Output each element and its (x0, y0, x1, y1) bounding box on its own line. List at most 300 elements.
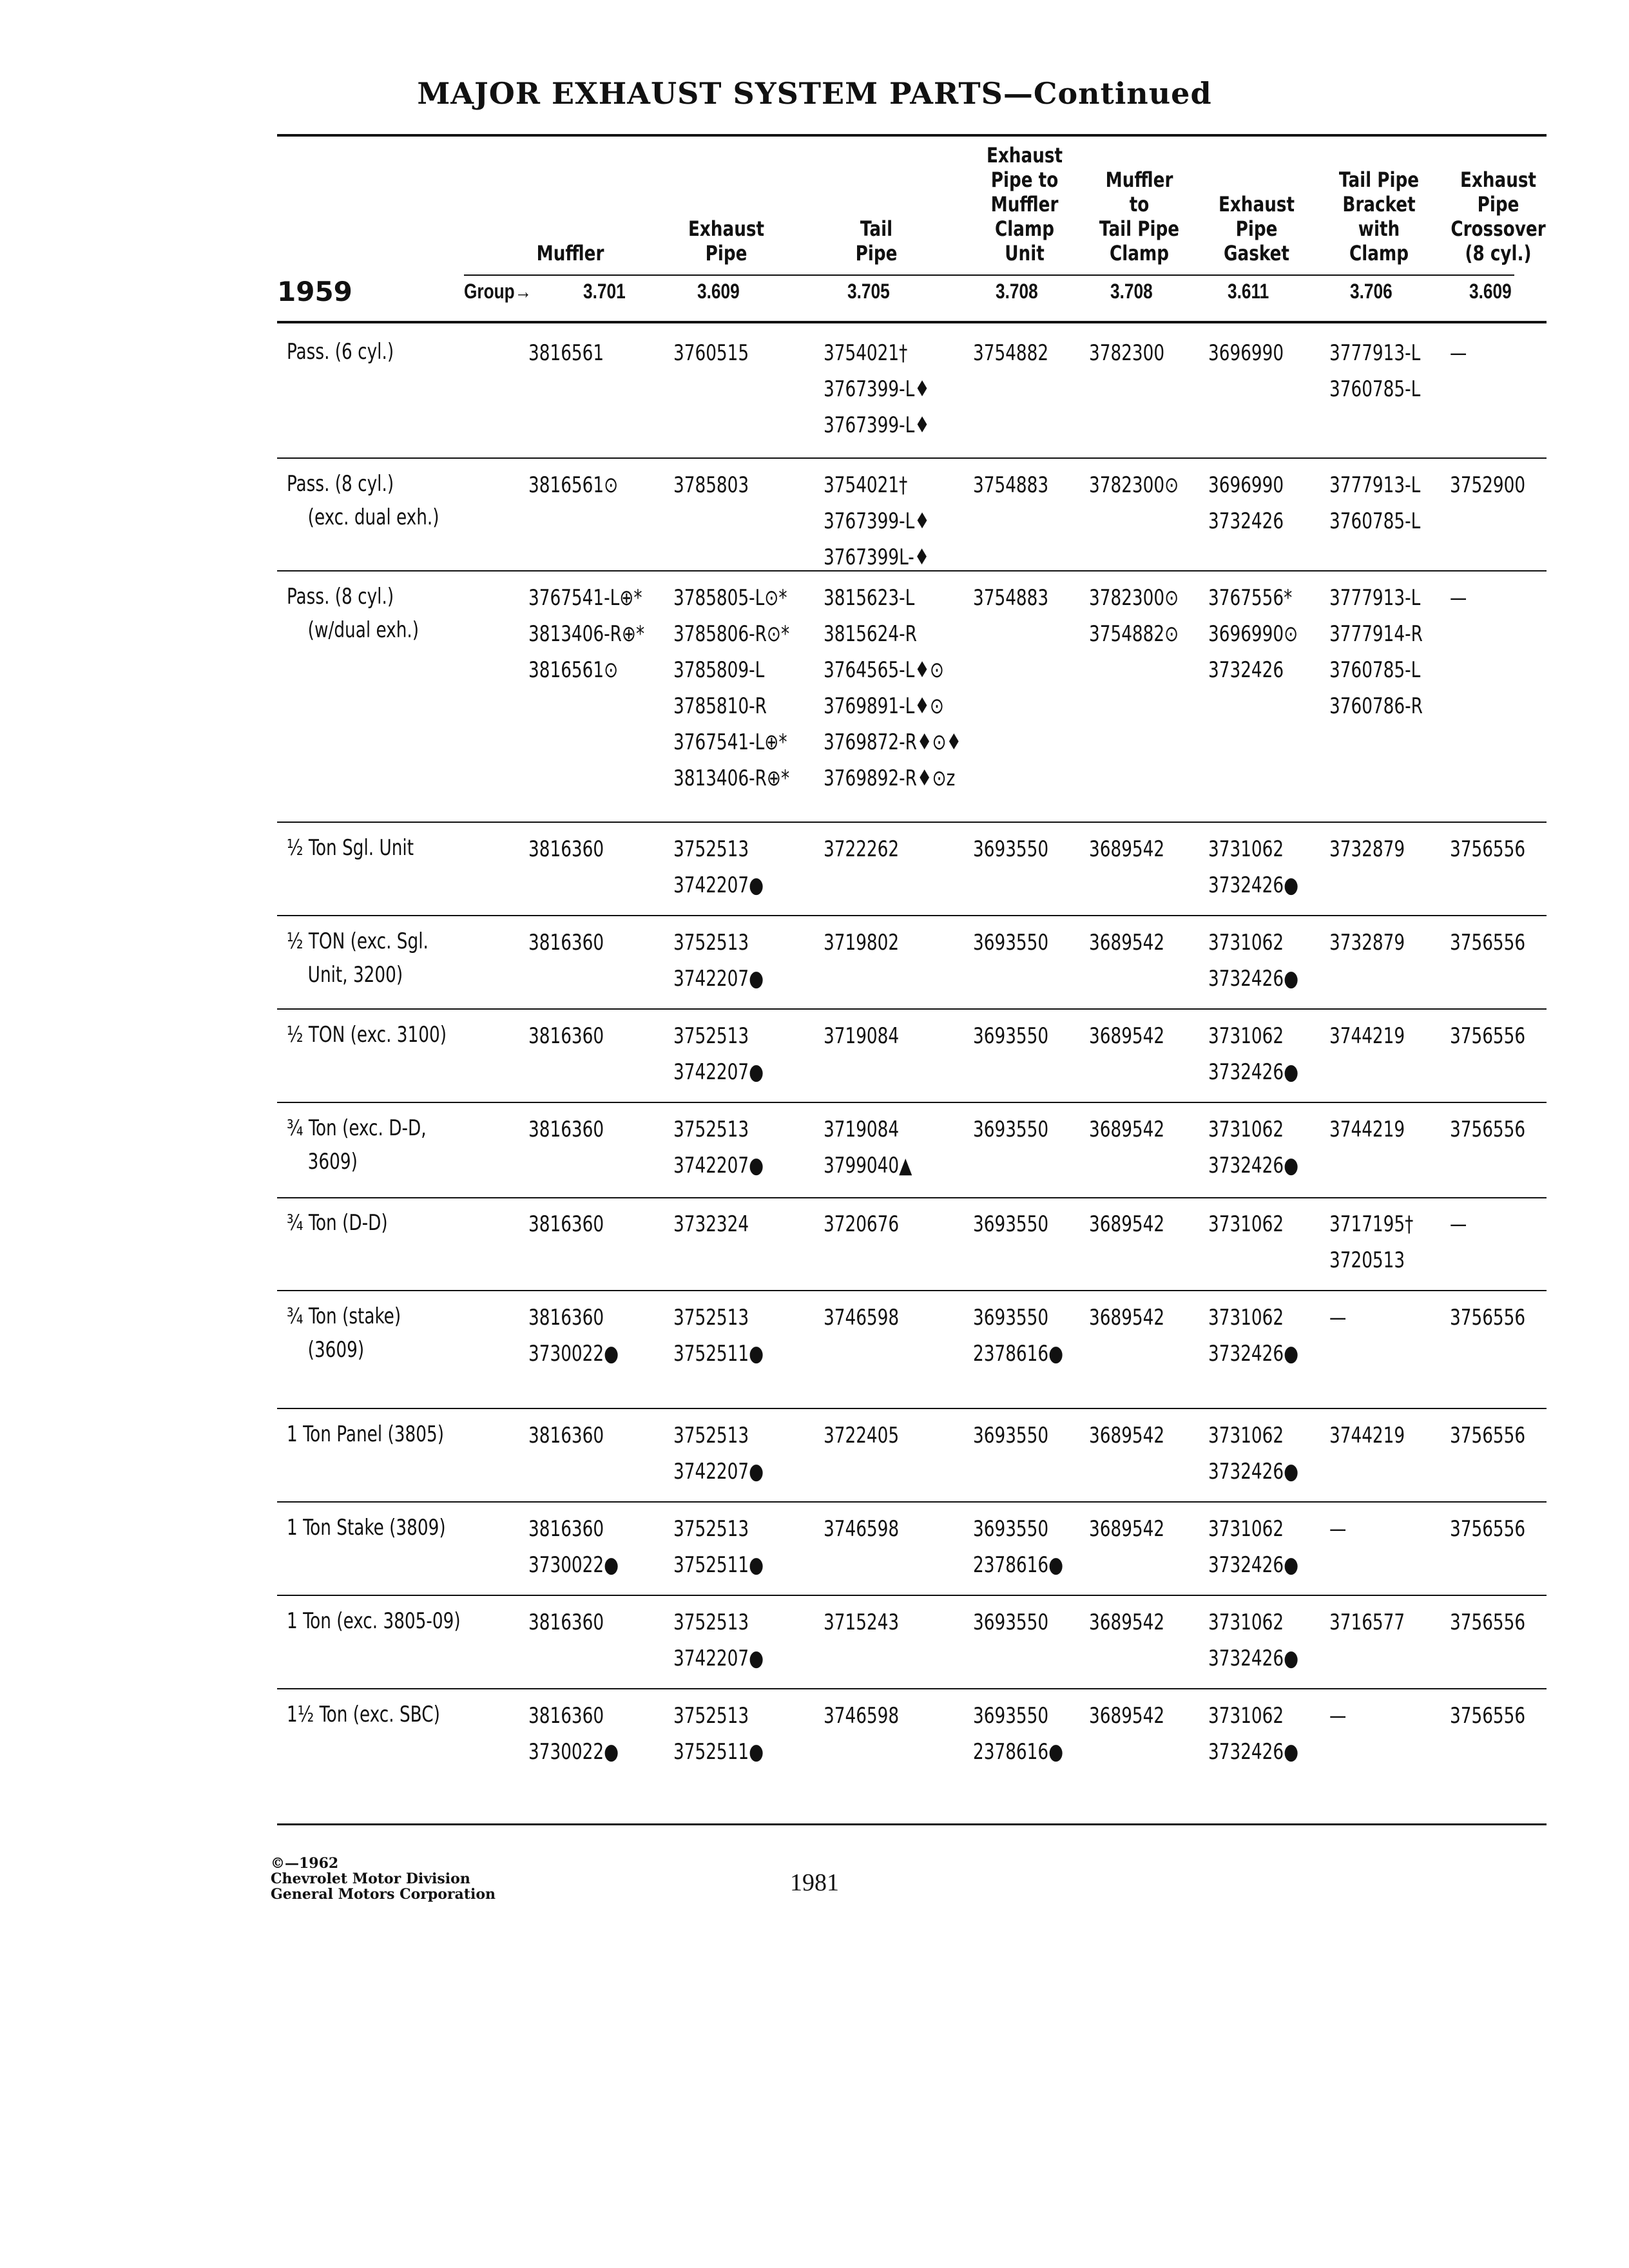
top-rule (277, 134, 1547, 137)
part-number: 3777913-L (1329, 472, 1421, 498)
part-number: 3756556 (1450, 1423, 1526, 1448)
column-header-7 (1326, 168, 1432, 265)
description-line: Pass. (6 cyl.) (287, 339, 394, 365)
part-number-cell (528, 1206, 604, 1242)
part-number: 3689542 (1089, 1305, 1165, 1331)
part-number: 3693550 (973, 836, 1049, 862)
part-number: 3767399L-♦ (824, 544, 930, 570)
part-number: 3752511● (673, 1739, 764, 1765)
part-number-cell (1450, 1206, 1467, 1242)
part-number: 3689542 (1089, 1516, 1165, 1542)
part-number: 3732426● (1208, 1646, 1299, 1671)
year-label: 1959 (277, 276, 352, 307)
part-number-cell (1450, 1698, 1525, 1734)
part-number-cell (824, 831, 899, 867)
row-description (287, 1604, 461, 1638)
part-number-cell (673, 467, 749, 503)
description-line: ½ TON (exc. Sgl. (287, 928, 429, 954)
part-number: 3785810-R (673, 693, 767, 719)
part-number: 3731062 (1208, 1610, 1284, 1635)
column-header-line: Unit (1005, 241, 1045, 265)
column-header-line: Muffler (536, 241, 604, 265)
part-number: 3782300 (1089, 340, 1165, 366)
column-header-3 (824, 216, 929, 265)
part-number: 3732426● (1208, 1552, 1299, 1578)
description-line: 1½ Ton (exc. SBC) (287, 1702, 440, 1727)
part-number: 3785806-R⊙* (673, 621, 790, 647)
column-header-line: Pipe to (990, 168, 1059, 192)
description-line: ½ Ton Sgl. Unit (287, 835, 414, 861)
part-number-cell (1208, 1511, 1298, 1583)
column-header-line: Crossover (1451, 216, 1546, 241)
description-line: 1 Ton Stake (3809) (287, 1515, 446, 1541)
part-number: 3813406-R⊕* (528, 621, 645, 647)
part-number-cell (528, 580, 644, 688)
part-number: 3816561⊙ (528, 472, 619, 498)
part-number: 3696990 (1208, 340, 1284, 366)
part-number: 3815623-L (824, 585, 915, 611)
part-number: 3767399-L♦ (824, 508, 930, 534)
part-number: 3752511● (673, 1341, 764, 1367)
part-number: 3816360 (528, 1023, 604, 1049)
part-number: 3746598 (824, 1305, 900, 1331)
part-number-cell (973, 925, 1048, 961)
part-number: 3782300⊙ (1089, 472, 1179, 498)
part-number-cell (1450, 1418, 1525, 1454)
description-line: ¾ Ton (stake) (287, 1303, 401, 1329)
part-number: — (1329, 1703, 1347, 1729)
row-separator (277, 457, 1547, 459)
part-number: 3720513 (1329, 1247, 1405, 1273)
part-number-cell (673, 1604, 764, 1677)
part-number: 3689542 (1089, 930, 1165, 956)
part-number: 3715243 (824, 1610, 900, 1635)
part-number-cell (1450, 580, 1467, 616)
part-number: 3732426● (1208, 1153, 1299, 1178)
part-number: 3752513 (673, 1023, 749, 1049)
bottom-rule (277, 1823, 1547, 1825)
part-number-cell (528, 831, 604, 867)
part-number: 3760785-L (1329, 376, 1421, 402)
part-number: 3693550 (973, 1516, 1049, 1542)
part-number-cell (1329, 1018, 1405, 1054)
part-number: — (1450, 340, 1467, 366)
part-number: 3693550 (973, 1423, 1049, 1448)
group-number-1: 3.701 (583, 280, 626, 303)
part-number: 3813406-R⊕* (673, 765, 790, 791)
part-number: 2378616● (973, 1552, 1064, 1578)
part-number-cell (1089, 925, 1164, 961)
part-number-cell (1208, 831, 1298, 903)
group-number-3: 3.705 (847, 280, 890, 303)
part-number-cell (824, 1206, 899, 1242)
part-number-cell (1208, 1206, 1284, 1242)
part-number: 3785805-L⊙* (673, 585, 787, 611)
part-number: 3696990 (1208, 472, 1284, 498)
column-header-line: Bracket (1342, 192, 1416, 216)
part-number-cell (973, 467, 1048, 503)
part-number: 3756556 (1450, 1516, 1526, 1542)
column-header-line: Muffler (1105, 168, 1173, 192)
part-number: 3731062 (1208, 1423, 1284, 1448)
part-number: 3760785-L (1329, 657, 1421, 683)
part-number-cell (973, 1206, 1048, 1242)
part-number: 3719084 (824, 1023, 900, 1049)
row-separator (277, 1501, 1547, 1503)
part-number: 3730022● (528, 1739, 619, 1765)
description-line: (3609) (307, 1337, 365, 1363)
part-number: 3754882⊙ (1089, 621, 1179, 647)
column-header-6 (1204, 192, 1309, 265)
part-number-cell (824, 1604, 899, 1640)
part-number: 3732324 (673, 1211, 749, 1237)
part-number: 3752513 (673, 1423, 749, 1448)
part-number: 3742207● (673, 966, 764, 992)
part-number-cell (973, 1111, 1048, 1148)
part-number: 3746598 (824, 1703, 900, 1729)
part-number: 3731062 (1208, 1305, 1284, 1331)
part-number-cell (973, 1698, 1063, 1770)
part-number-cell (528, 1698, 619, 1770)
part-number-cell (528, 467, 618, 503)
part-number: 3719802 (824, 930, 900, 956)
part-number: 3769891-L♦⊙ (824, 693, 944, 719)
part-number: 3785803 (673, 472, 749, 498)
part-number-cell (1089, 1018, 1164, 1054)
part-number: 3756556 (1450, 1610, 1526, 1635)
part-number: 3760786-R (1329, 693, 1423, 719)
part-number: 3752513 (673, 1516, 749, 1542)
part-number: 3752513 (673, 930, 749, 956)
part-number: 3732879 (1329, 930, 1405, 956)
part-number-cell (1208, 1300, 1298, 1372)
part-number-cell (1450, 1018, 1525, 1054)
part-number: 3689542 (1089, 1610, 1165, 1635)
column-header-line: Gasket (1224, 241, 1289, 265)
part-number-cell (673, 1418, 764, 1490)
column-header-4 (972, 143, 1077, 265)
row-description (287, 1511, 446, 1544)
part-number: 3752513 (673, 1610, 749, 1635)
part-number: 3731062 (1208, 1023, 1284, 1049)
description-line: 3609) (307, 1149, 358, 1175)
part-number-cell (824, 1698, 899, 1734)
part-number: 3754883 (973, 472, 1049, 498)
description-line: ¾ Ton (D-D) (287, 1210, 388, 1236)
part-number: 3777913-L (1329, 585, 1421, 611)
part-number: 3756556 (1450, 930, 1526, 956)
part-number-cell (1450, 335, 1467, 371)
row-description (287, 831, 414, 865)
part-number: 3732426● (1208, 1459, 1299, 1485)
part-number: 3732426● (1208, 966, 1299, 992)
part-number: 3767541-L⊕* (528, 585, 642, 611)
part-number-cell (1208, 925, 1298, 997)
part-number-cell (673, 1698, 764, 1770)
part-number: 3689542 (1089, 1117, 1165, 1142)
part-number-cell (824, 1418, 899, 1454)
description-line: 1 Ton (exc. 3805-09) (287, 1608, 461, 1634)
part-number-cell (1329, 1206, 1413, 1278)
part-number-cell (1208, 580, 1298, 688)
part-number: 3756556 (1450, 836, 1526, 862)
part-number: 3717195† (1329, 1211, 1414, 1237)
part-number-cell (1450, 467, 1525, 503)
column-header-line: Muffler (990, 192, 1059, 216)
part-number: 3816360 (528, 836, 604, 862)
part-number: 3689542 (1089, 1703, 1165, 1729)
group-label: Group→ (464, 280, 532, 303)
column-header-8 (1445, 168, 1551, 265)
part-number-cell (1450, 1300, 1525, 1336)
part-number: 3767399-L♦ (824, 376, 930, 402)
row-separator (277, 1290, 1547, 1291)
column-header-line: Tail (860, 216, 893, 241)
part-number: 3731062 (1208, 1516, 1284, 1542)
copyright-line: ©—1962 (271, 1855, 339, 1872)
part-number: 3816561 (528, 340, 604, 366)
part-number: 3756556 (1450, 1117, 1526, 1142)
part-number: 3767556* (1208, 585, 1293, 611)
part-number-cell (1208, 1111, 1298, 1184)
row-description (287, 1018, 447, 1052)
part-number: 3752900 (1450, 472, 1526, 498)
description-line: (w/dual exh.) (307, 617, 419, 643)
column-header-line: (8 cyl.) (1465, 241, 1532, 265)
column-header-line: Exhaust (986, 143, 1063, 168)
part-number-cell (673, 335, 749, 371)
group-number-4: 3.708 (996, 280, 1038, 303)
part-number: 3752511● (673, 1552, 764, 1578)
part-number-cell (1329, 1111, 1405, 1148)
part-number-cell (1089, 580, 1179, 652)
row-description (287, 335, 394, 369)
part-number: 3756556 (1450, 1023, 1526, 1049)
part-number: 3732879 (1329, 836, 1405, 862)
column-header-line: Clamp (1349, 241, 1409, 265)
header-rule-2 (277, 321, 1547, 323)
part-number: 3742207● (673, 1059, 764, 1085)
part-number-cell (1089, 1511, 1164, 1547)
part-number: 3816360 (528, 1211, 604, 1237)
part-number-cell (824, 467, 930, 575)
part-number: 3689542 (1089, 836, 1165, 862)
part-number-cell (1208, 467, 1284, 539)
part-number: 3720676 (824, 1211, 900, 1237)
part-number: 3732426 (1208, 508, 1284, 534)
part-number: 3760515 (673, 340, 749, 366)
part-number-cell (824, 335, 930, 443)
part-number-cell (824, 580, 961, 796)
description-line: Pass. (8 cyl.) (287, 471, 394, 497)
column-header-line: Tail Pipe (1338, 168, 1420, 192)
part-number: 3756556 (1450, 1703, 1526, 1729)
part-number-cell (824, 1111, 912, 1184)
part-number-cell (673, 1206, 749, 1242)
part-number-cell (673, 831, 764, 903)
row-separator (277, 915, 1547, 916)
row-description (287, 925, 429, 992)
part-number-cell (673, 580, 789, 796)
part-number: 3816360 (528, 1423, 604, 1448)
part-number: 3689542 (1089, 1023, 1165, 1049)
part-number: 3754021† (824, 472, 908, 498)
part-number: 2378616● (973, 1341, 1064, 1367)
division-line: Chevrolet Motor Division (271, 1870, 470, 1887)
part-number: — (1450, 585, 1467, 611)
header-rule-1 (464, 274, 1514, 276)
part-number-cell (528, 335, 604, 371)
part-number: 3816360 (528, 1305, 604, 1331)
corporation-line: General Motors Corporation (271, 1886, 496, 1903)
part-number-cell (1329, 335, 1420, 407)
description-line: ¾ Ton (exc. D-D, (287, 1115, 427, 1141)
part-number-cell (1089, 467, 1179, 503)
row-separator (277, 1102, 1547, 1103)
part-number: 3769892-R♦⊙z (824, 765, 956, 791)
row-separator (277, 1408, 1547, 1409)
part-number-cell (824, 925, 899, 961)
part-number-cell (528, 1018, 604, 1054)
description-line: (exc. dual exh.) (307, 505, 439, 530)
part-number: 3744219 (1329, 1117, 1405, 1142)
part-number-cell (1329, 1698, 1346, 1734)
part-number: 3746598 (824, 1516, 900, 1542)
part-number: 3752513 (673, 1117, 749, 1142)
column-header-line: Clamp (994, 216, 1055, 241)
part-number: 3732426● (1208, 872, 1299, 898)
row-separator (277, 1595, 1547, 1596)
part-number: 3782300⊙ (1089, 585, 1179, 611)
row-description (287, 580, 419, 647)
part-number: 3731062 (1208, 1117, 1284, 1142)
part-number-cell (1089, 1300, 1164, 1336)
part-number: — (1450, 1211, 1467, 1237)
description-line: ½ TON (exc. 3100) (287, 1022, 447, 1048)
part-number: 3742207● (673, 1646, 764, 1671)
part-number: 3719084 (824, 1117, 900, 1142)
part-number-cell (1208, 1604, 1298, 1677)
part-number-cell (1089, 1604, 1164, 1640)
part-number-cell (1208, 1018, 1298, 1090)
part-number-cell (528, 1111, 604, 1148)
row-separator (277, 570, 1547, 572)
part-number: 3716577 (1329, 1610, 1405, 1635)
part-number-cell (528, 925, 604, 961)
group-number-5: 3.708 (1110, 280, 1153, 303)
part-number: 3731062 (1208, 836, 1284, 862)
column-header-line: Pipe (1477, 192, 1519, 216)
part-number-cell (1208, 1698, 1298, 1770)
part-number: 3756556 (1450, 1305, 1526, 1331)
part-number: 3693550 (973, 1610, 1049, 1635)
part-number: 3767541-L⊕* (673, 729, 787, 755)
part-number: 3732426● (1208, 1739, 1299, 1765)
description-line: Unit, 3200) (307, 962, 403, 988)
part-number: 3777914-R (1329, 621, 1423, 647)
row-separator (277, 1688, 1547, 1689)
part-number-cell (528, 1604, 604, 1640)
part-number: 3777913-L (1329, 340, 1421, 366)
part-number: 3722405 (824, 1423, 900, 1448)
column-header-line: Clamp (1109, 241, 1170, 265)
part-number: 2378616● (973, 1739, 1064, 1765)
part-number-cell (1089, 335, 1164, 371)
part-number-cell (1329, 580, 1423, 724)
page-title: MAJOR EXHAUST SYSTEM PARTS—Continued (417, 76, 1212, 111)
part-number: 3689542 (1089, 1211, 1165, 1237)
part-number-cell (673, 1511, 764, 1583)
column-header-line: to (1129, 192, 1150, 216)
part-number-cell (1329, 1300, 1346, 1336)
part-number: 3693550 (973, 1117, 1049, 1142)
part-number-cell (973, 1604, 1048, 1640)
page-number: 1981 (790, 1869, 839, 1896)
part-number: 3730022● (528, 1552, 619, 1578)
row-description (287, 1418, 444, 1451)
column-header-2 (673, 216, 779, 265)
part-number: 3693550 (973, 930, 1049, 956)
part-number: 3731062 (1208, 1703, 1284, 1729)
row-description (287, 1206, 388, 1240)
part-number: 3693550 (973, 1703, 1049, 1729)
row-description (287, 1300, 401, 1367)
part-number: 3754883 (973, 585, 1049, 611)
part-number: 3769872-R♦⊙♦ (824, 729, 962, 755)
part-number-cell (1208, 1418, 1298, 1490)
part-number: 3816561⊙ (528, 657, 619, 683)
group-number-8: 3.609 (1469, 280, 1512, 303)
group-number-7: 3.706 (1350, 280, 1393, 303)
part-number: 3754021† (824, 340, 908, 366)
part-number-cell (973, 1511, 1063, 1583)
part-number: 3730022● (528, 1341, 619, 1367)
part-number: 3742207● (673, 872, 764, 898)
column-header-line: with (1358, 216, 1400, 241)
part-number: 3731062 (1208, 930, 1284, 956)
part-number-cell (528, 1300, 619, 1372)
part-number: 3785809-L (673, 657, 765, 683)
column-header-line: Pipe (855, 241, 898, 265)
part-number: 3752513 (673, 1703, 749, 1729)
row-description (287, 1111, 427, 1178)
row-description (287, 1698, 440, 1731)
part-number: 3754882 (973, 340, 1049, 366)
part-number: 3816360 (528, 1516, 604, 1542)
part-number-cell (528, 1511, 619, 1583)
part-number: 3693550 (973, 1023, 1049, 1049)
part-number: 3764565-L♦⊙ (824, 657, 944, 683)
part-number-cell (1089, 831, 1164, 867)
description-line: 1 Ton Panel (3805) (287, 1421, 444, 1447)
column-header-line: Exhaust (688, 216, 765, 241)
group-number-2: 3.609 (697, 280, 740, 303)
part-number-cell (1329, 925, 1405, 961)
part-number-cell (1450, 1511, 1525, 1547)
description-line: Pass. (8 cyl.) (287, 584, 394, 610)
part-number: — (1329, 1516, 1347, 1542)
part-number: 3752513 (673, 836, 749, 862)
column-header-line: Tail Pipe (1099, 216, 1180, 241)
row-separator (277, 1008, 1547, 1010)
part-number: 3731062 (1208, 1211, 1284, 1237)
part-number-cell (973, 1300, 1063, 1372)
part-number: 3816360 (528, 1703, 604, 1729)
part-number: 3732426 (1208, 657, 1284, 683)
part-number: 3760785-L (1329, 508, 1421, 534)
part-number: 3799040▲ (824, 1153, 912, 1178)
part-number-cell (1450, 925, 1525, 961)
